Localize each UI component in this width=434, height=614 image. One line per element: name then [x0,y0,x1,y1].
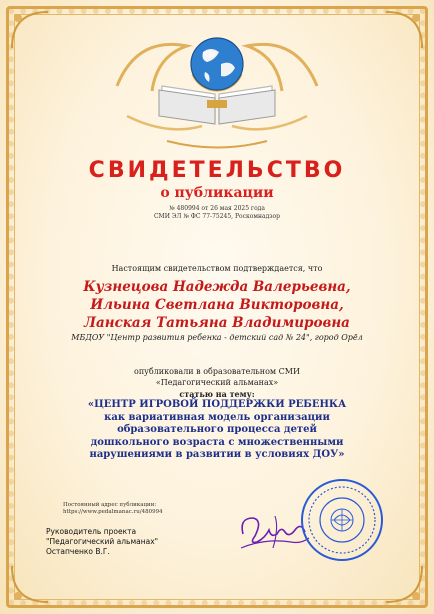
certificate-number: № 480994 от 26 мая 2025 года [169,205,265,212]
corner-ornament-icon [10,10,50,50]
media-name: «Педагогический альманах» [155,378,279,387]
corner-ornament-icon [10,564,50,604]
globe-on-book-icon [107,16,327,151]
organization: МБДОУ "Центр развития ребенка - детский сад № 24", город Орёл [71,333,363,342]
author-name: Кузнецова Надежда Валерьевна, [83,279,351,295]
article-topic: «ЦЕНТР ИГРОВОЙ ПОДДЕРЖКИ РЕБЕНКА как вариативная модель организации образовательного процесса детей дошкольного возраста с множественными нарушениями в развитии в условиях ДОУ» [87,399,347,460]
author-name: Ильина Светлана Викторовна, [90,297,344,313]
article-label: статью на тему: [179,389,255,399]
address-label: Постоянный адрес публикации: [63,502,157,508]
certificate-subtitle: о публикации [160,185,274,201]
signer-name: Остапченко В.Г. [46,547,110,556]
signer-block [46,527,158,557]
signer-role: Руководитель проекта [46,527,137,536]
round-seal-icon [300,478,384,562]
signer-project: "Педагогический альманах" [46,537,159,546]
registry-info: СМИ ЭЛ № ФС 77-75245, Роскомнадзор [153,213,281,220]
published-line: опубликовали в образовательном СМИ [134,367,300,376]
author-name: Ланская Татьяна Владимировна [84,315,350,331]
confirm-text: Настоящим свидетельством подтверждается, что [111,264,323,273]
address-url[interactable]: https://www.pedalmanac.ru/480994 [63,509,163,515]
corner-ornament-icon [384,10,424,50]
certificate-title: СВИДЕТЕЛЬСТВО [88,158,346,183]
author-list [0,278,434,332]
publication-address [63,502,163,516]
corner-ornament-icon [384,564,424,604]
